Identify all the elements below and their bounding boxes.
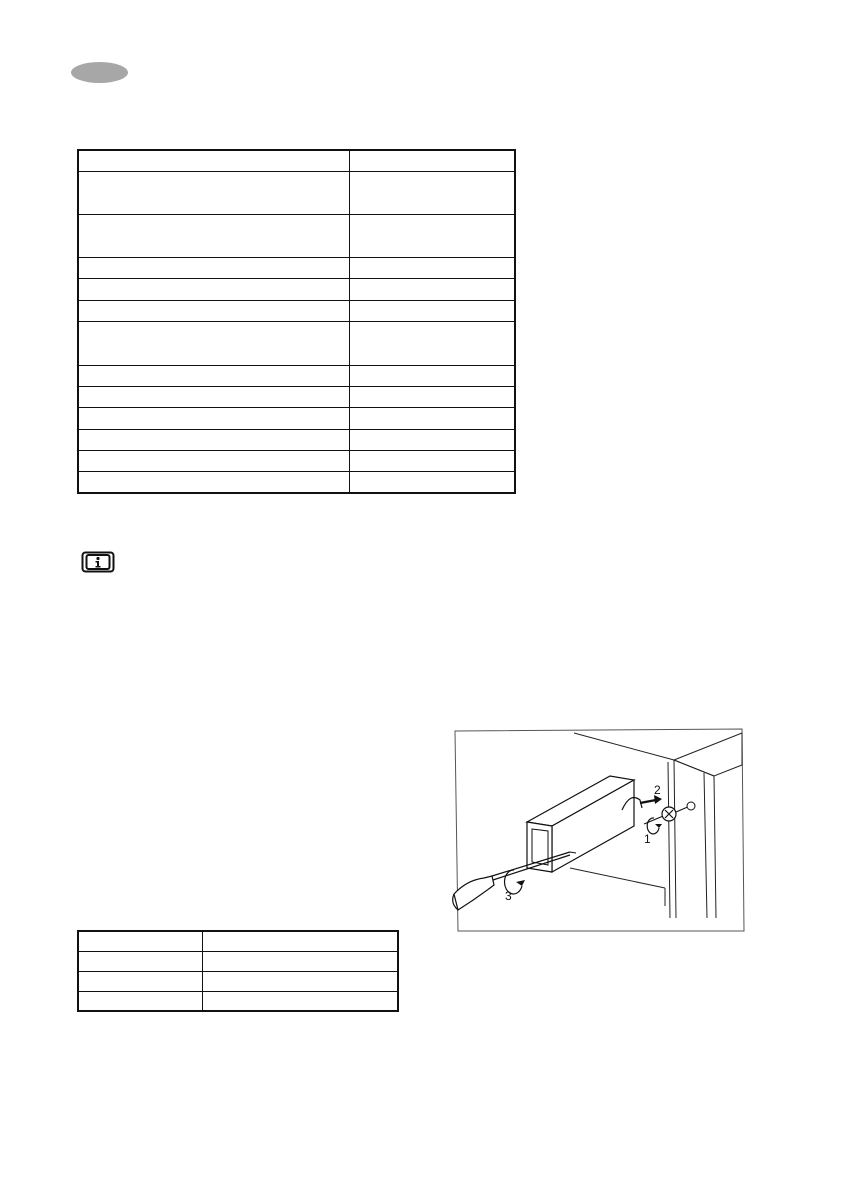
table-row <box>78 951 398 971</box>
table-row <box>78 971 398 991</box>
table-row <box>78 991 398 1011</box>
table-row <box>78 931 398 951</box>
table-row <box>78 300 515 321</box>
step-1-label: 1 <box>644 832 651 846</box>
table-row <box>78 429 515 450</box>
table-row <box>78 171 515 215</box>
step-3-label: 3 <box>505 889 512 903</box>
technical-data-table <box>77 149 516 494</box>
table-row <box>78 150 515 171</box>
language-badge <box>71 62 128 83</box>
table-row <box>78 258 515 279</box>
info-icon <box>81 551 115 573</box>
table-row <box>78 450 515 471</box>
table-row <box>78 365 515 386</box>
table-row <box>78 279 515 300</box>
dimensions-table <box>77 930 399 1012</box>
door-mounting-illustration <box>452 728 745 933</box>
table-row <box>78 472 515 493</box>
table-row <box>78 321 515 365</box>
table-row <box>78 408 515 429</box>
table-row <box>78 215 515 258</box>
table-row <box>78 386 515 407</box>
step-2-label: 2 <box>654 783 661 797</box>
